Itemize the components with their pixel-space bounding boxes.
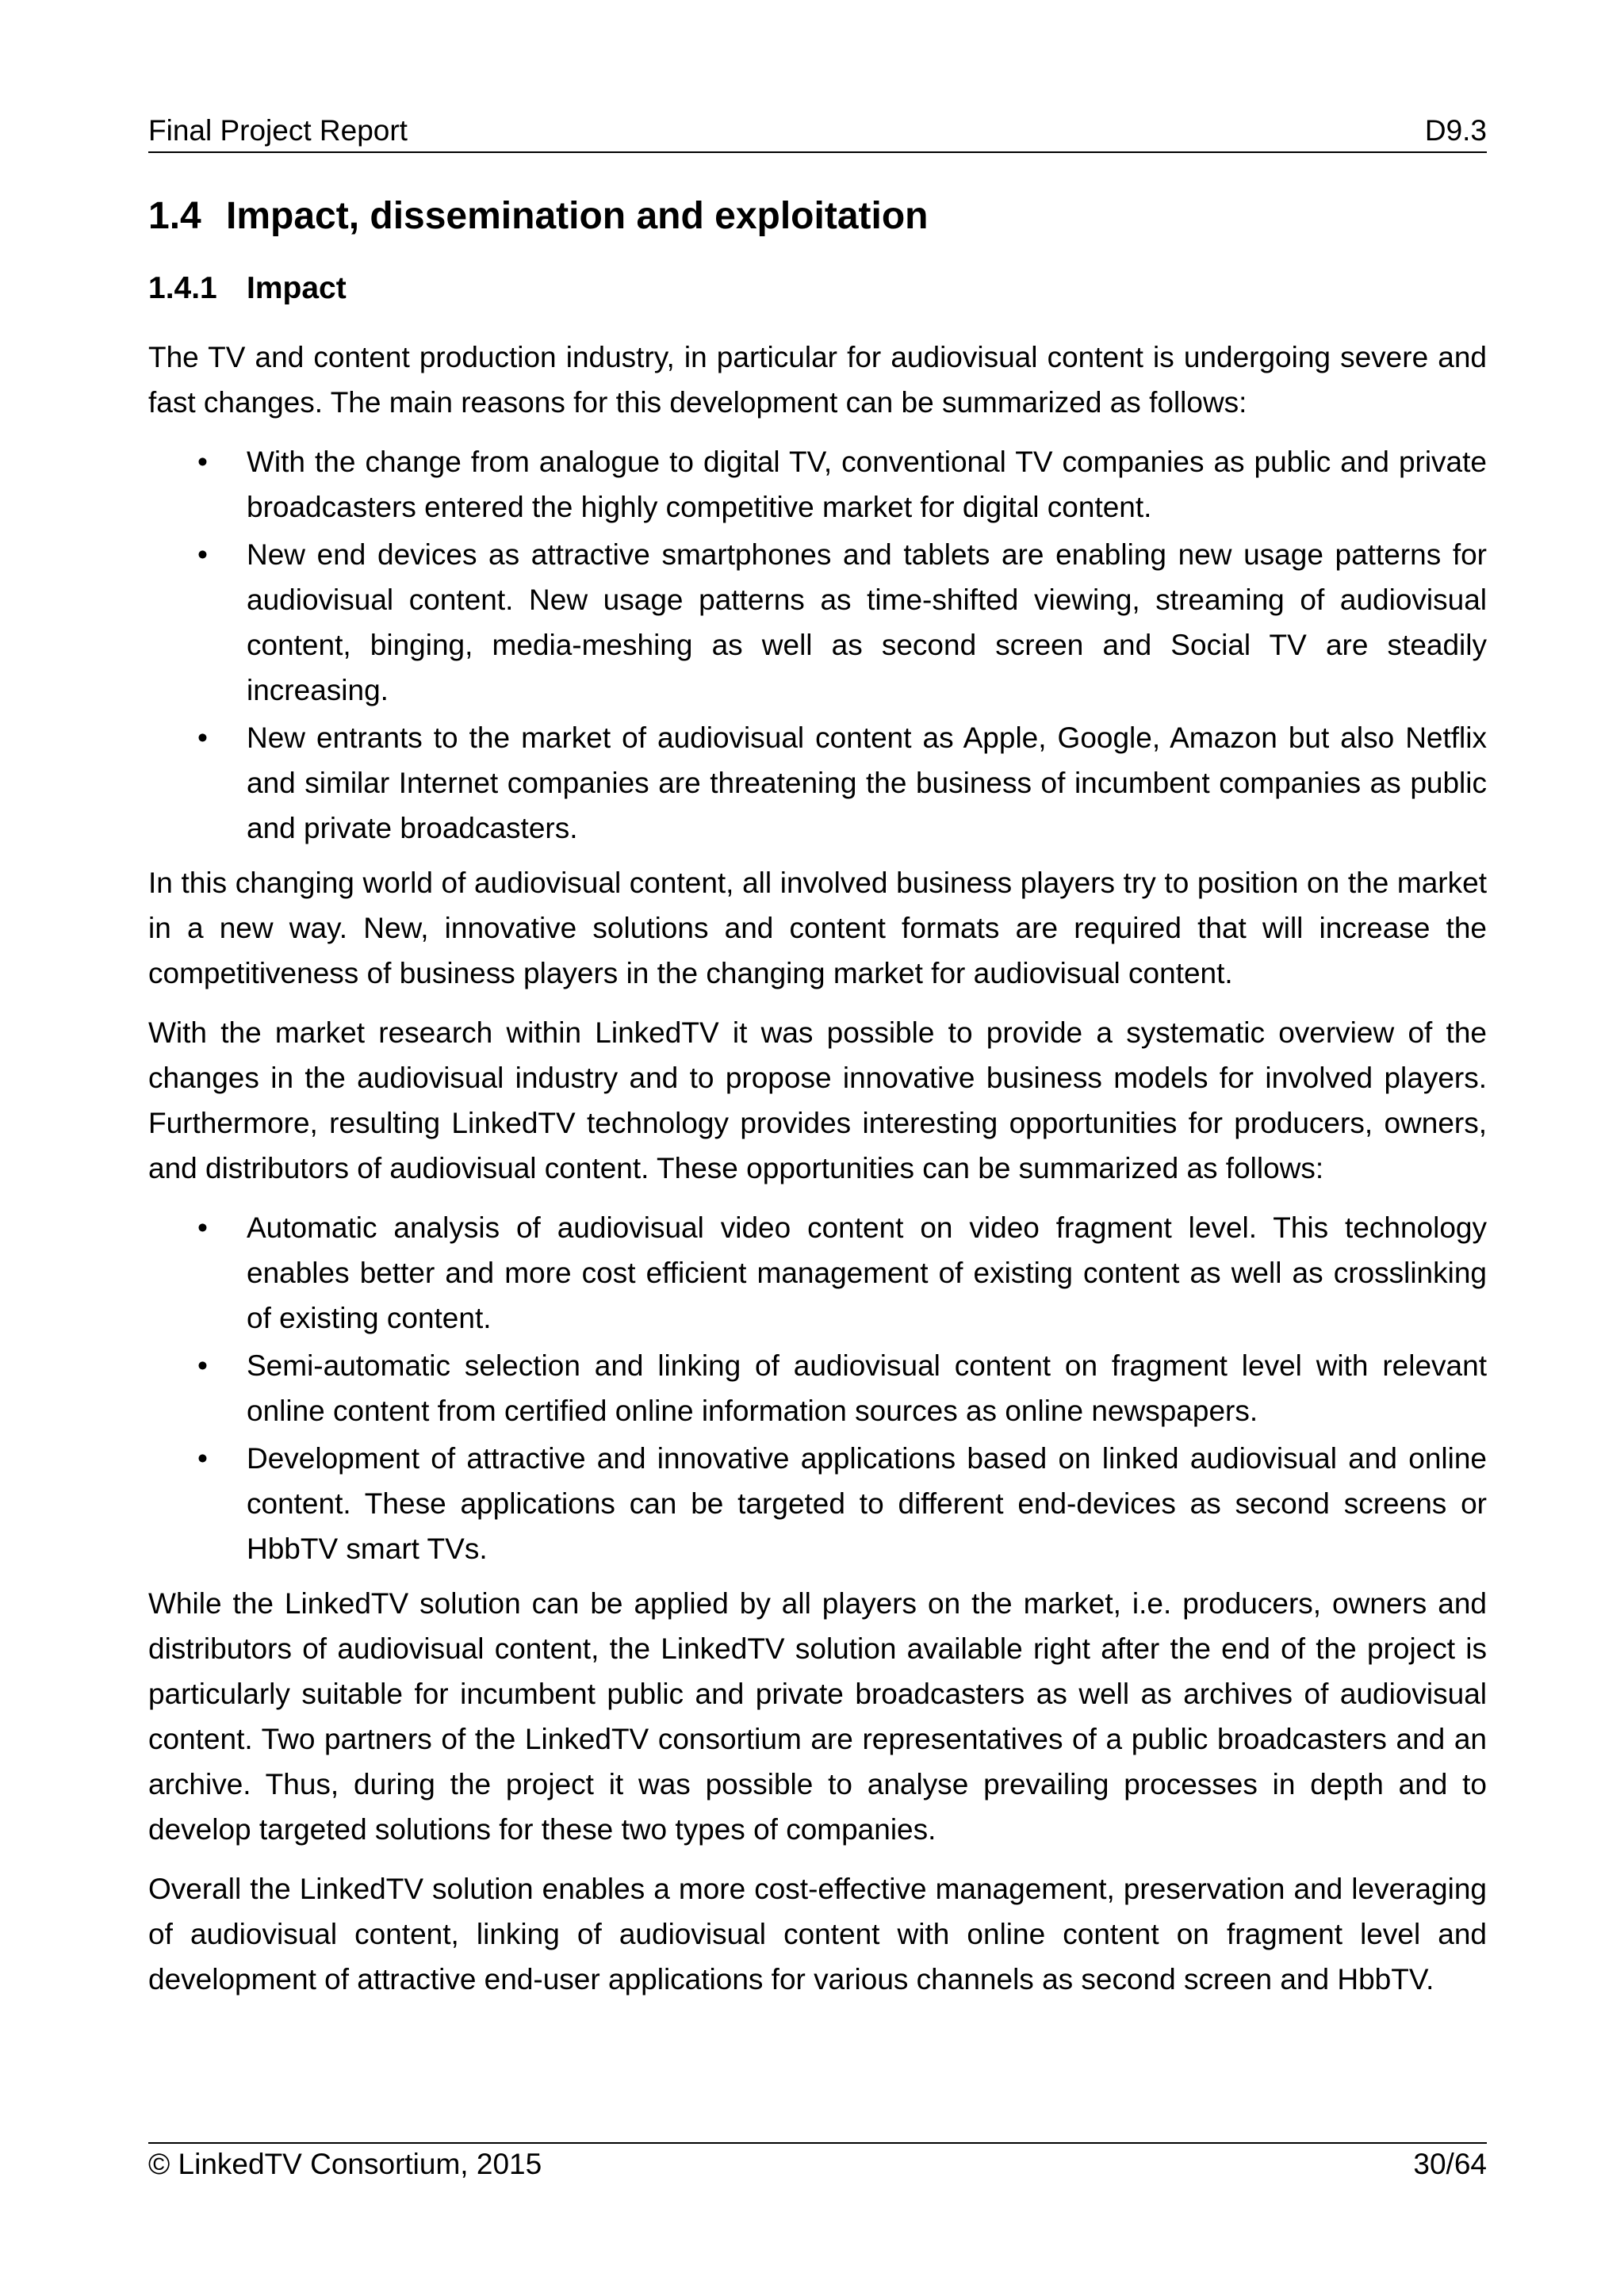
paragraph-intro: The TV and content production industry, in particular for audiovisual content is undergoing severe and fast changes. The main reasons for this development can be summarized as follows: [148, 341, 1487, 419]
document-page [148, 0, 1487, 2296]
list-item [148, 532, 1487, 713]
bullet-icon: • [197, 721, 208, 754]
list-item [148, 1205, 1487, 1341]
page-footer [148, 2142, 1487, 2180]
paragraph-solution-applicability: While the LinkedTV solution can be applied by all players on the market, i.e. producers, owners and distributors of audiovisual content, the LinkedTV solution available right after the end of the project is particularly suitable for incumbent public and private broadcasters as well as archives of audiovisual content. Two partners of the LinkedTV consortium are representatives of a public broadcasters and an archive. Thus, during the project it was possible to analyse prevailing processes in depth and to develop targeted solutions for these two types of companies. [148, 1587, 1487, 1846]
list-item-text: New entrants to the market of audiovisual content as Apple, Google, Amazon but also Netflix and similar Internet companies are threatening the business of incumbent companies as public and private broadcasters. [247, 721, 1487, 844]
bullet-list-reasons [148, 439, 1487, 851]
list-item [148, 715, 1487, 851]
section-heading [148, 189, 1487, 244]
list-item-text: With the change from analogue to digital TV, conventional TV companies as public and private broadcasters entered the highly competitive market for digital content. [247, 446, 1487, 523]
page-header [148, 115, 1487, 153]
bullet-icon: • [197, 446, 208, 478]
subsection-title: Impact [247, 271, 347, 305]
section-title: Impact, dissemination and exploitation [226, 195, 929, 237]
footer-page-number: 30/64 [1413, 2148, 1487, 2180]
list-item [148, 439, 1487, 530]
footer-copyright: © LinkedTV Consortium, 2015 [148, 2148, 542, 2180]
paragraph-overall: Overall the LinkedTV solution enables a more cost-effective management, preservation and leveraging of audiovisual content, linking of audiovisual content with online content on fragment level and development of attractive end-user applications for various channels as second screen and HbbTV. [148, 1873, 1487, 1996]
list-item [148, 1343, 1487, 1433]
list-item-text: Development of attractive and innovative applications based on linked audiovisual and online content. These applications can be targeted to different end-devices as second screens or HbbTV smart TVs. [247, 1442, 1487, 1565]
list-item-text: Semi-automatic selection and linking of audiovisual content on fragment level with relevant online content from certified online information sources as online newspapers. [247, 1349, 1487, 1427]
page-content [148, 189, 1487, 2002]
header-doc-id: D9.3 [1424, 114, 1487, 147]
bullet-icon: • [197, 1349, 208, 1382]
bullet-icon: • [197, 538, 208, 571]
bullet-icon: • [197, 1442, 208, 1475]
bullet-icon: • [197, 1211, 208, 1244]
paragraph-market-research: With the market research within LinkedTV it was possible to provide a systematic overview of the changes in the audiovisual industry and to propose innovative business models for involved players. Furthermore, resulting LinkedTV technology provides interesting opportunities for producers, owners, and distributors of audiovisual content. These opportunities can be summarized as follows: [148, 1016, 1487, 1184]
subsection-number: 1.4.1 [148, 271, 217, 305]
header-title: Final Project Report [148, 114, 408, 147]
bullet-list-opportunities [148, 1205, 1487, 1571]
section-number: 1.4 [148, 195, 201, 237]
list-item-text: Automatic analysis of audiovisual video content on video fragment level. This technology enables better and more cost efficient management of existing content as well as crosslinking of existing content. [247, 1211, 1487, 1334]
subsection-heading [148, 266, 1487, 311]
list-item-text: New end devices as attractive smartphones and tablets are enabling new usage patterns for audiovisual content. New usage patterns as time-shifted viewing, streaming of audiovisual content, binging, media-meshing as well as second screen and Social TV are steadily increasing. [247, 538, 1487, 706]
list-item [148, 1436, 1487, 1571]
paragraph-changing-world: In this changing world of audiovisual content, all involved business players try to position on the market in a new way. New, innovative solutions and content formats are required that will increase the competitiveness of business players in the changing market for audiovisual content. [148, 867, 1487, 989]
